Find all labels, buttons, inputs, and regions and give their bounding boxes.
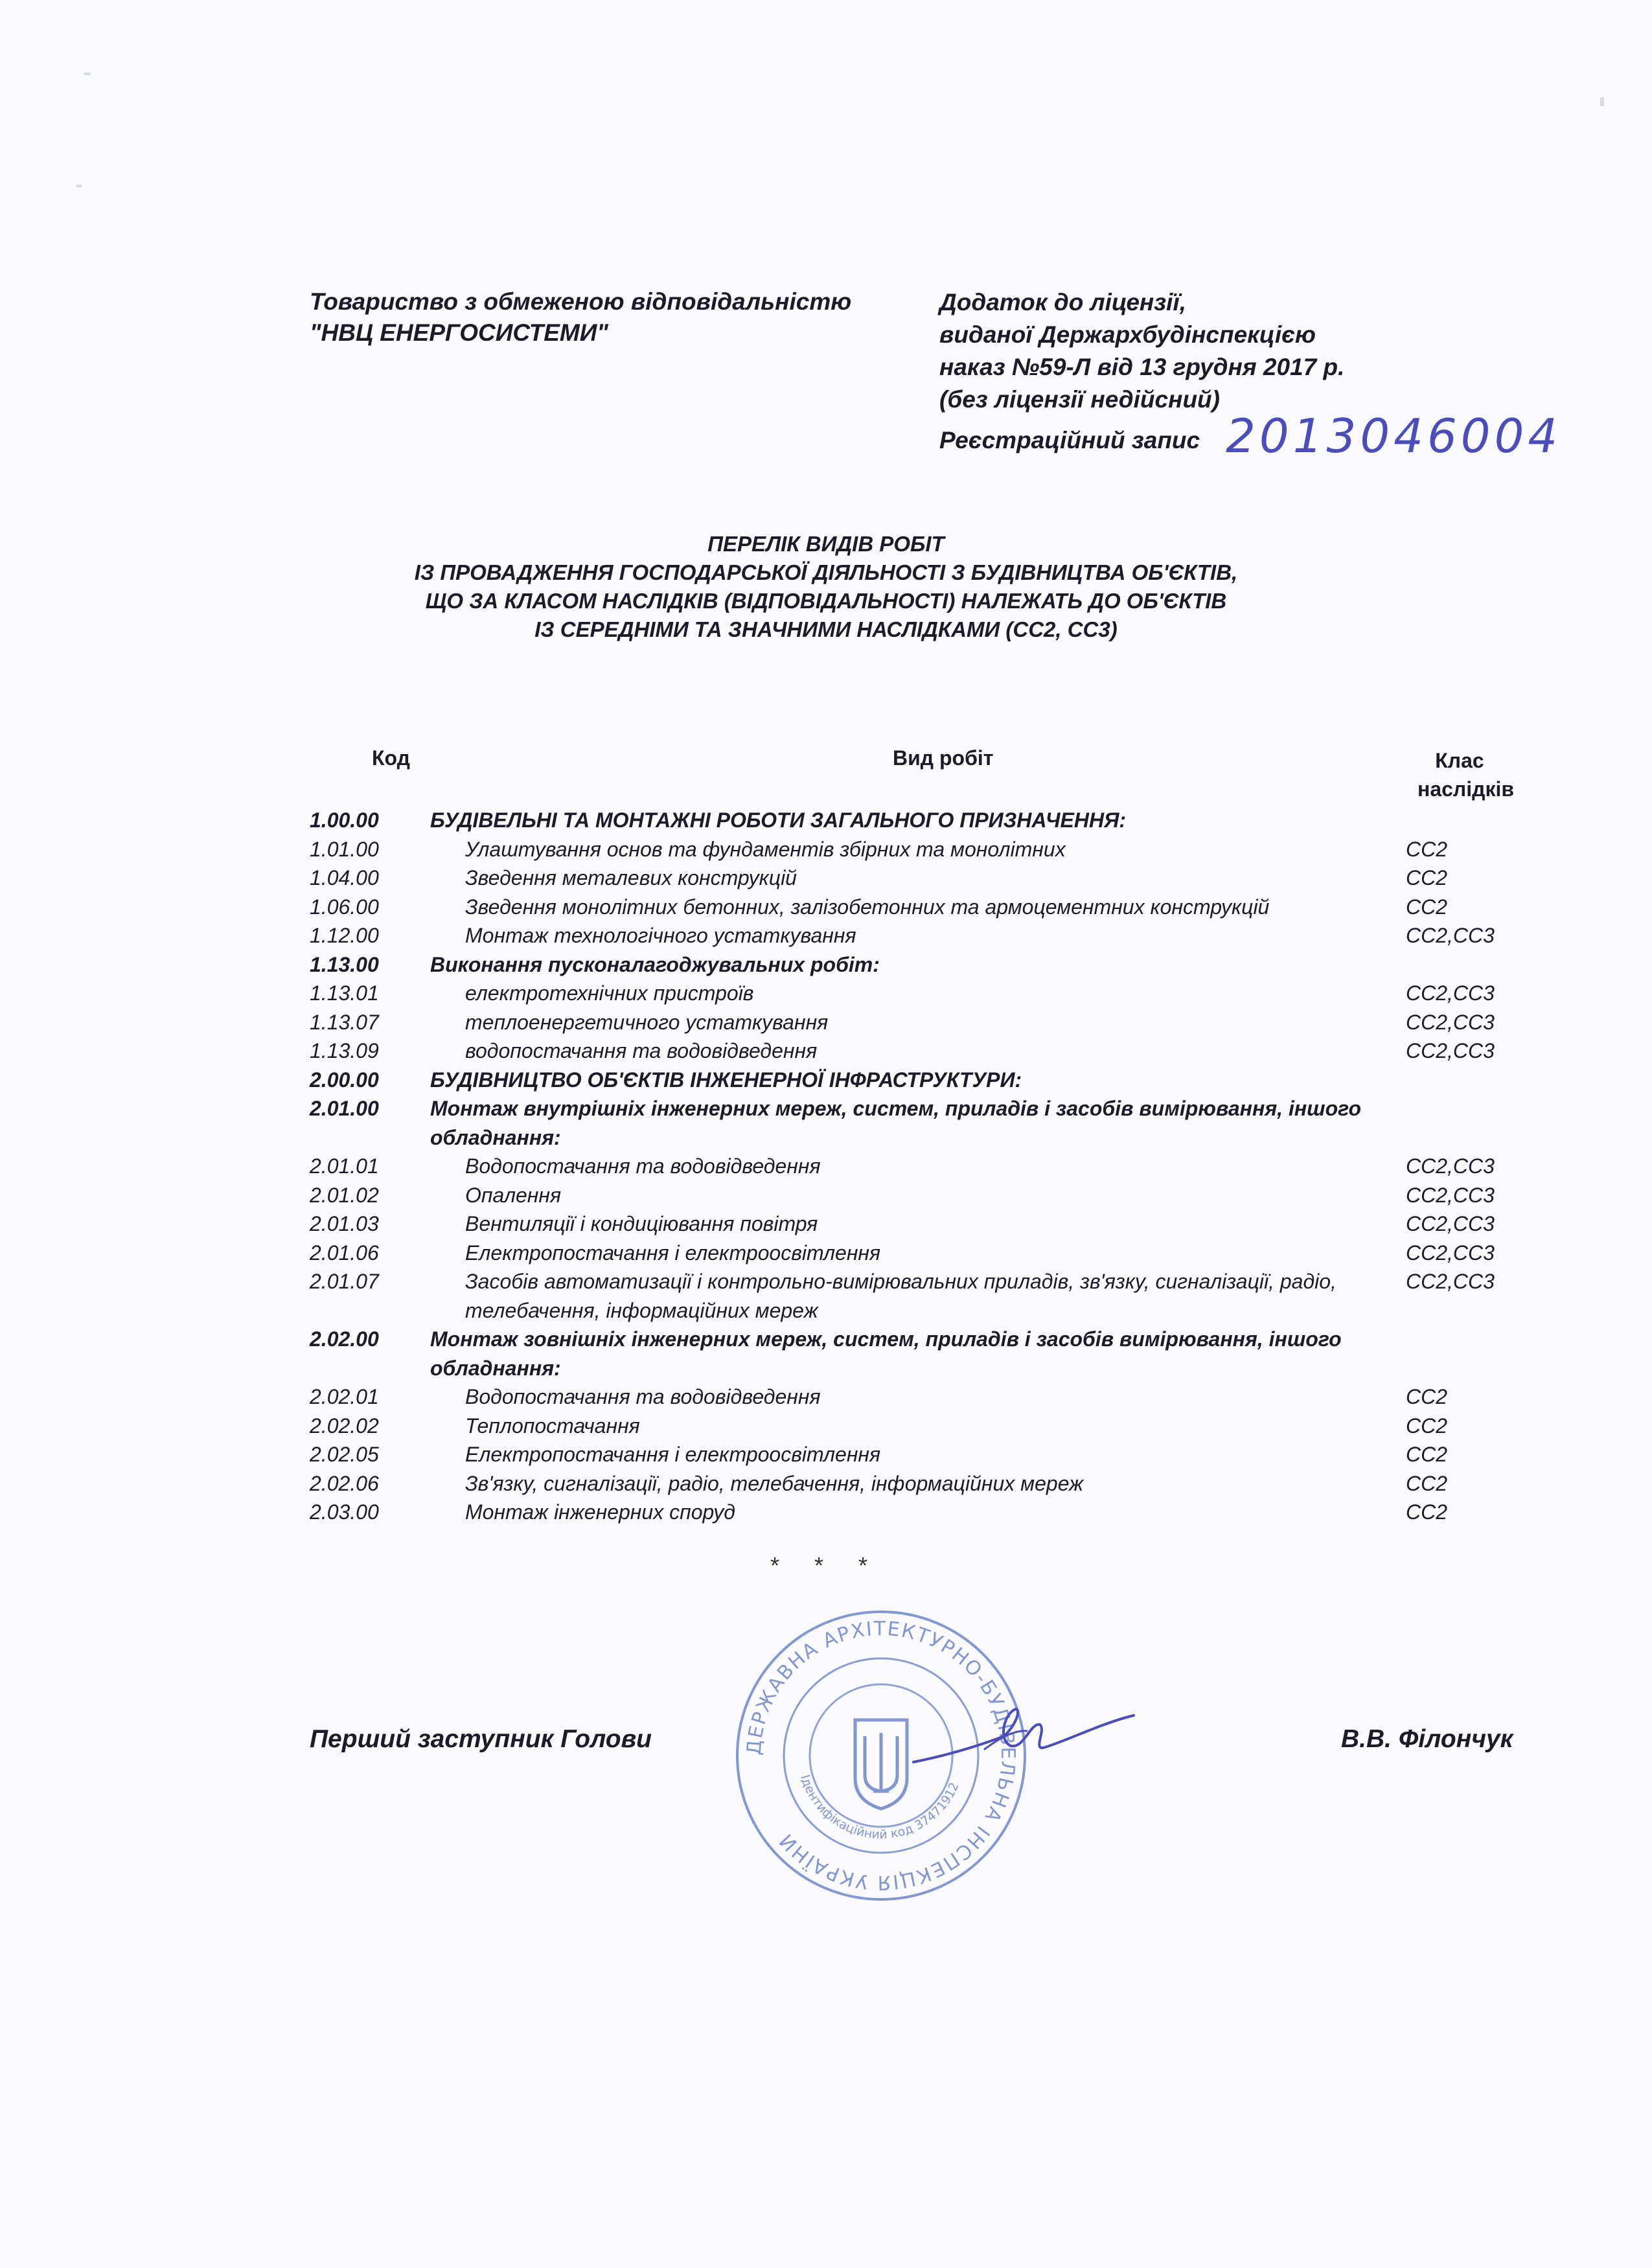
seal-outer-text: ДЕРЖАВНА АРХІТЕКТУРНО-БУДІВЕЛЬНА ІНСПЕКЦІЯ УКРАЇНИ [742, 1617, 1020, 1894]
registry-record [939, 409, 1562, 463]
seal-inner-text: Ідентифікаційний код 37471912 [797, 1773, 962, 1842]
row-work-type: Монтаж технологічного устаткування [465, 924, 856, 947]
row-code: 1.06.00 [310, 895, 379, 919]
row-consequence-class: СС2,СС3 [1406, 1212, 1495, 1235]
row-work-type: Монтаж внутрішніх інженерних мереж, систем, приладів і засобів вимірювання, іншого обладнання: [430, 1097, 1361, 1149]
license-annex-block [939, 286, 1562, 463]
column-header-work: Вид робіт [893, 746, 994, 770]
row-code: 2.02.00 [310, 1327, 379, 1351]
row-work-type: Теплопостачання [465, 1414, 640, 1438]
row-code: 2.01.02 [310, 1183, 379, 1207]
row-consequence-class: СС2 [1406, 1443, 1448, 1466]
registry-number-handwritten: 2013046004 [1226, 409, 1562, 463]
table-row [310, 835, 1528, 864]
row-code: 2.01.01 [310, 1154, 379, 1178]
row-consequence-class: СС2 [1406, 1414, 1448, 1438]
table-row [310, 1066, 1528, 1095]
row-work-type: Зведення монолітних бетонних, залізобетонних та армоцементних конструкцій [465, 895, 1270, 919]
row-work-type: Улаштування основ та фундаментів збірних та монолітних [465, 837, 1066, 861]
row-consequence-class: СС2 [1406, 1471, 1448, 1495]
title-line3: ЩО ЗА КЛАСОМ НАСЛІДКІВ (ВІДПОВІДАЛЬНОСТІ) НАЛЕЖАТЬ ДО ОБ'ЄКТІВ [425, 589, 1227, 613]
organization-block [310, 286, 851, 349]
table-row [310, 1181, 1528, 1210]
table-row [310, 1209, 1528, 1239]
column-header-class-line2: наслідків [1417, 777, 1515, 801]
table-row [310, 979, 1528, 1008]
row-consequence-class: СС2,СС3 [1406, 1010, 1495, 1034]
title-line2: ІЗ ПРОВАДЖЕННЯ ГОСПОДАРСЬКОЇ ДІЯЛЬНОСТІ З БУДІВНИЦТВА ОБ'ЄКТІВ, [414, 560, 1238, 584]
row-code: 2.01.03 [310, 1212, 379, 1235]
table-header [310, 746, 1528, 806]
row-code: 1.01.00 [310, 837, 379, 861]
annex-line4: (без ліцензії недійсний) [939, 386, 1220, 413]
annex-line3: наказ №59-Л від 13 грудня 2017 р. [939, 354, 1345, 380]
row-work-type: Водопостачання та водовідведення [465, 1154, 821, 1178]
org-name-line1: Товариство з обмеженою відповідальністю [310, 288, 852, 315]
row-consequence-class: СС2 [1406, 1500, 1448, 1524]
row-code: 2.02.06 [310, 1471, 379, 1495]
row-code: 2.00.00 [310, 1068, 379, 1092]
table-row [310, 1037, 1528, 1066]
row-work-type: Водопостачання та водовідведення [465, 1385, 821, 1408]
document-title [0, 530, 1652, 644]
row-code: 2.01.06 [310, 1241, 379, 1265]
handwritten-signature [907, 1684, 1140, 1788]
row-consequence-class: СС2,СС3 [1406, 1039, 1495, 1062]
row-code: 1.13.07 [310, 1010, 379, 1034]
row-work-type: БУДІВЕЛЬНІ ТА МОНТАЖНІ РОБОТИ ЗАГАЛЬНОГО ПРИЗНАЧЕННЯ: [430, 808, 1127, 832]
signatory-name: В.В. Філончук [1341, 1725, 1513, 1753]
table-row [310, 1325, 1528, 1382]
row-code: 2.02.01 [310, 1385, 379, 1408]
row-consequence-class: СС2,СС3 [1406, 1241, 1495, 1265]
column-header-class-line1: Клас [1435, 749, 1484, 772]
row-code: 2.01.07 [310, 1270, 379, 1293]
org-name-line2: "НВЦ ЕНЕРГОСИСТЕМИ" [310, 319, 608, 346]
row-code: 1.13.09 [310, 1039, 379, 1062]
column-header-code: Код [372, 746, 410, 770]
table-row [310, 921, 1528, 950]
row-consequence-class: СС2 [1406, 895, 1448, 919]
table-row [310, 1008, 1528, 1037]
row-work-type: водопостачання та водовідведення [465, 1039, 818, 1062]
row-code: 1.13.00 [310, 952, 379, 976]
table-row [310, 1267, 1528, 1325]
row-work-type: Електропостачання і електроосвітлення [465, 1241, 881, 1265]
row-code: 1.00.00 [310, 808, 379, 832]
row-consequence-class: СС2 [1406, 866, 1448, 889]
annex-line1: Додаток до ліцензії, [939, 289, 1187, 315]
table-body [310, 806, 1528, 1527]
row-code: 2.02.02 [310, 1414, 379, 1438]
row-work-type: Виконання пусконалагоджувальних робіт: [430, 952, 880, 976]
row-work-type: Зведення металевих конструкцій [465, 866, 797, 889]
row-consequence-class: СС2 [1406, 1385, 1448, 1408]
separator-stars: * * * [770, 1552, 882, 1579]
trident-emblem-icon [855, 1720, 907, 1809]
row-consequence-class: СС2,СС3 [1406, 1154, 1495, 1178]
row-work-type: Вентиляції і кондиціювання повітря [465, 1212, 818, 1235]
table-row [310, 950, 1528, 979]
work-types-table [310, 746, 1528, 1527]
row-work-type: Монтаж зовнішніх інженерних мереж, систем, приладів і засобів вимірювання, іншого обладнання: [430, 1327, 1342, 1380]
signatory-position: Перший заступник Голови [310, 1725, 652, 1753]
row-code: 1.04.00 [310, 866, 379, 889]
row-work-type: електротехнічних пристроїв [465, 981, 754, 1005]
row-work-type: Електропостачання і електроосвітлення [465, 1443, 881, 1466]
row-work-type: БУДІВНИЦТВО ОБ'ЄКТІВ ІНЖЕНЕРНОЇ ІНФРАСТРУКТУРИ: [430, 1068, 1022, 1092]
table-row [310, 893, 1528, 922]
scan-speck [76, 185, 82, 187]
title-line1: ПЕРЕЛІК ВИДІВ РОБІТ [707, 532, 945, 556]
table-row [310, 806, 1528, 835]
row-work-type: Монтаж інженерних споруд [465, 1500, 735, 1524]
row-consequence-class: СС2,СС3 [1406, 981, 1495, 1005]
table-row [310, 1498, 1528, 1527]
scan-speck [1600, 97, 1604, 106]
table-row [310, 1469, 1528, 1498]
table-row [310, 1440, 1528, 1469]
table-row [310, 1152, 1528, 1181]
row-code: 1.13.01 [310, 981, 379, 1005]
table-row [310, 864, 1528, 893]
row-work-type: Засобів автоматизації і контрольно-вимірювальних приладів, зв'язку, сигналізації, радіо, телебачення, інформаційних мереж [465, 1270, 1337, 1322]
registry-label: Реєстраційний запис [939, 427, 1200, 453]
annex-line2: виданої Держархбудінспекцією [939, 321, 1316, 348]
scan-speck [84, 73, 91, 75]
table-row [310, 1382, 1528, 1412]
row-code: 2.01.00 [310, 1097, 379, 1120]
row-consequence-class: СС2,СС3 [1406, 1270, 1495, 1293]
row-work-type: теплоенергетичного устаткування [465, 1010, 829, 1034]
row-consequence-class: СС2,СС3 [1406, 1183, 1495, 1207]
row-consequence-class: СС2 [1406, 837, 1448, 861]
row-code: 1.12.00 [310, 924, 379, 947]
table-row [310, 1094, 1528, 1152]
row-work-type: Опалення [465, 1183, 562, 1207]
title-line4: ІЗ СЕРЕДНІМИ ТА ЗНАЧНИМИ НАСЛІДКАМИ (СС2, СС3) [534, 617, 1118, 641]
row-work-type: Зв'язку, сигналізації, радіо, телебачення, інформаційних мереж [465, 1471, 1084, 1495]
table-row [310, 1412, 1528, 1441]
row-consequence-class: СС2,СС3 [1406, 924, 1495, 947]
row-code: 2.03.00 [310, 1500, 379, 1524]
row-code: 2.02.05 [310, 1443, 379, 1466]
column-header-class [1417, 746, 1515, 803]
table-row [310, 1239, 1528, 1268]
